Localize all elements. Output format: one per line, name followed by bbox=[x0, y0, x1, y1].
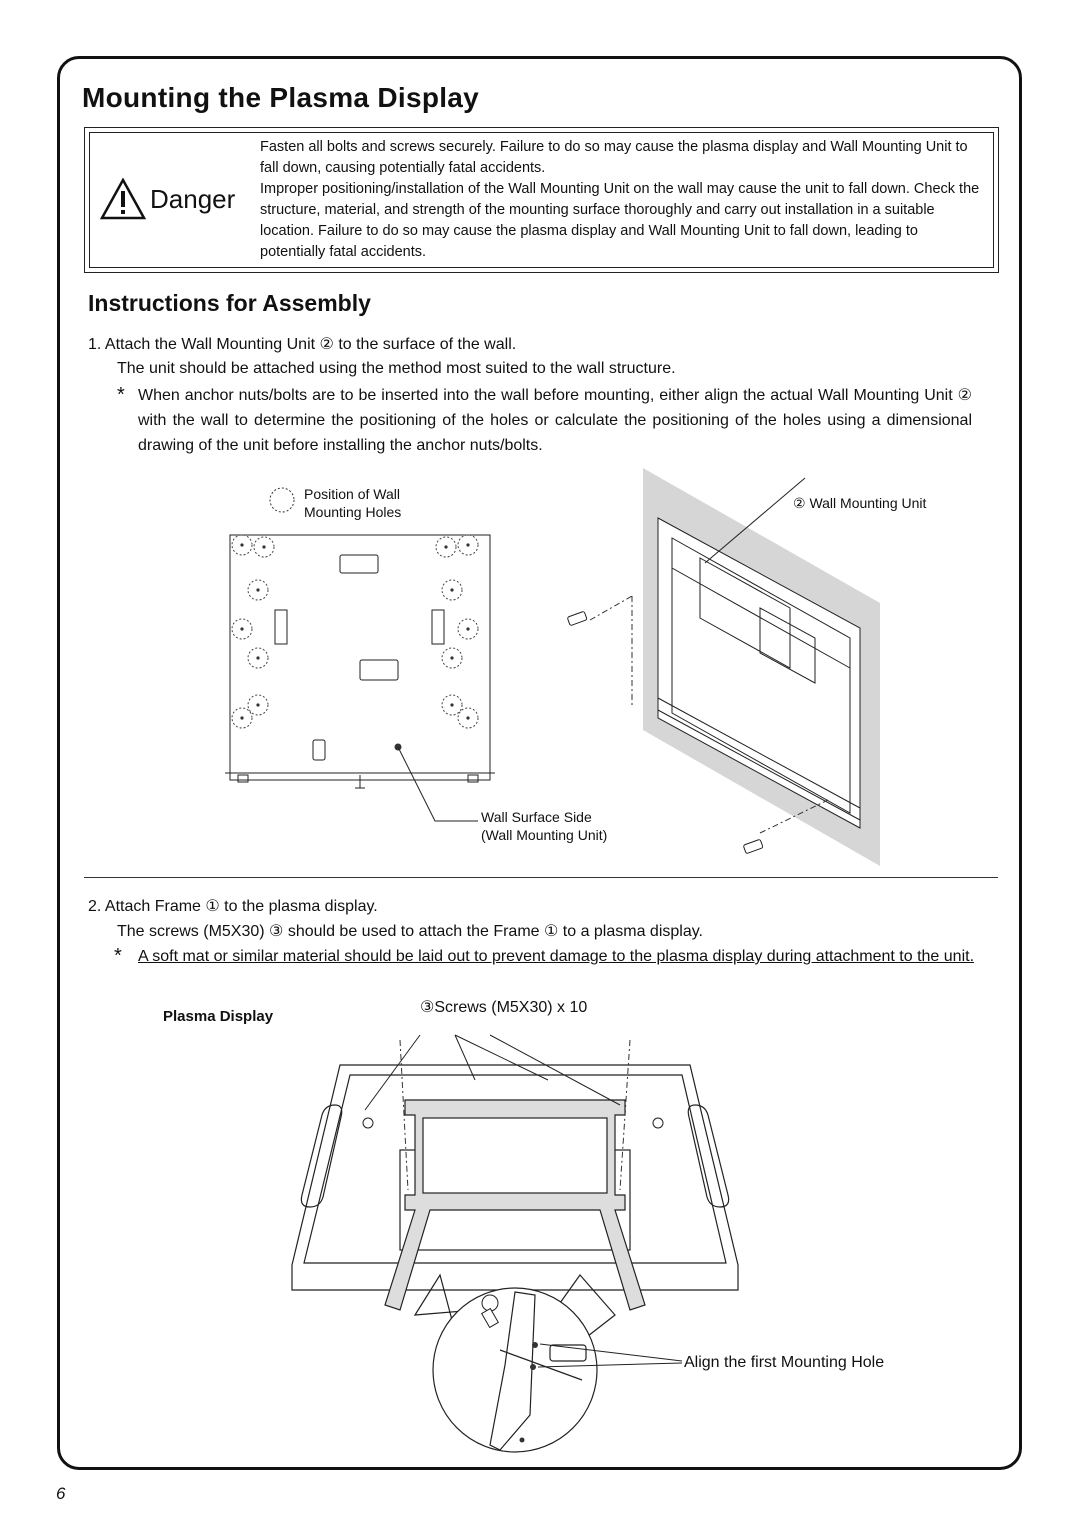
wall-surface-line2: (Wall Mounting Unit) bbox=[481, 827, 608, 843]
wall-unit-flat-drawing bbox=[220, 525, 510, 825]
hole-legend-icon bbox=[268, 486, 298, 516]
step2-detail: The screws (M5X30) ③ should be used to attach the Frame ① to a plasma display. bbox=[117, 923, 703, 940]
section-heading: Instructions for Assembly bbox=[88, 290, 371, 316]
step1-detail: The unit should be attached using the method most suited to the wall structure. bbox=[117, 360, 676, 377]
danger-heading: Danger bbox=[150, 184, 236, 214]
plasma-display-label: Plasma Display bbox=[163, 1008, 274, 1025]
danger-message bbox=[260, 137, 984, 263]
step2-instruction: 2. Attach Frame ① to the plasma display. bbox=[88, 898, 378, 915]
section-divider bbox=[84, 877, 998, 878]
page-number: 6 bbox=[56, 1484, 66, 1503]
wall-mounted-unit-drawing bbox=[560, 468, 890, 868]
wall-mounting-unit-label: ② Wall Mounting Unit bbox=[793, 495, 927, 511]
wall-surface-line1: Wall Surface Side bbox=[481, 809, 592, 825]
page-title: Mounting the Plasma Display bbox=[82, 82, 480, 113]
frame-attachment-drawing bbox=[290, 1020, 750, 1460]
step1-asterisk: * bbox=[117, 384, 125, 406]
step1-note: When anchor nuts/bolts are to be inserted into the wall before mounting, either align the actual Wall Mounting Unit ② with the wall to determine the positioning of the holes or calculate the positioning of the holes using a dimensional drawing of the unit before installing the anchor nuts/bolts. bbox=[138, 387, 972, 454]
hole-legend-line2: Mounting Holes bbox=[304, 504, 402, 520]
hole-legend-line1: Position of Wall bbox=[304, 486, 400, 502]
step1-instruction: 1. Attach the Wall Mounting Unit ② to the surface of the wall. bbox=[88, 336, 517, 353]
danger-paragraph-1: Fasten all bolts and screws securely. Failure to do so may cause the plasma display and Wall Mounting Unit to fall down, causing potentially fatal accidents. bbox=[260, 139, 968, 176]
step2-asterisk: * bbox=[114, 945, 122, 967]
step2-note: A soft mat or similar material should be laid out to prevent damage to the plasma display during attachment to the unit. bbox=[138, 948, 975, 965]
screws-label: ③Screws (M5X30) x 10 bbox=[420, 999, 588, 1016]
align-hole-label: Align the first Mounting Hole bbox=[684, 1354, 885, 1371]
warning-triangle-icon bbox=[100, 178, 146, 220]
danger-label bbox=[100, 178, 250, 220]
danger-paragraph-2: Improper positioning/installation of the Wall Mounting Unit on the wall may cause the unit to fall down. Check the structure, material, and strength of the mounting surface thoroughly and carry out installation in a suitable location. Failure to do so may cause the plasma display and Wall Mounting Unit to fall down, leading to potentially fatal accidents. bbox=[260, 181, 980, 260]
hole-legend-label bbox=[304, 485, 401, 521]
